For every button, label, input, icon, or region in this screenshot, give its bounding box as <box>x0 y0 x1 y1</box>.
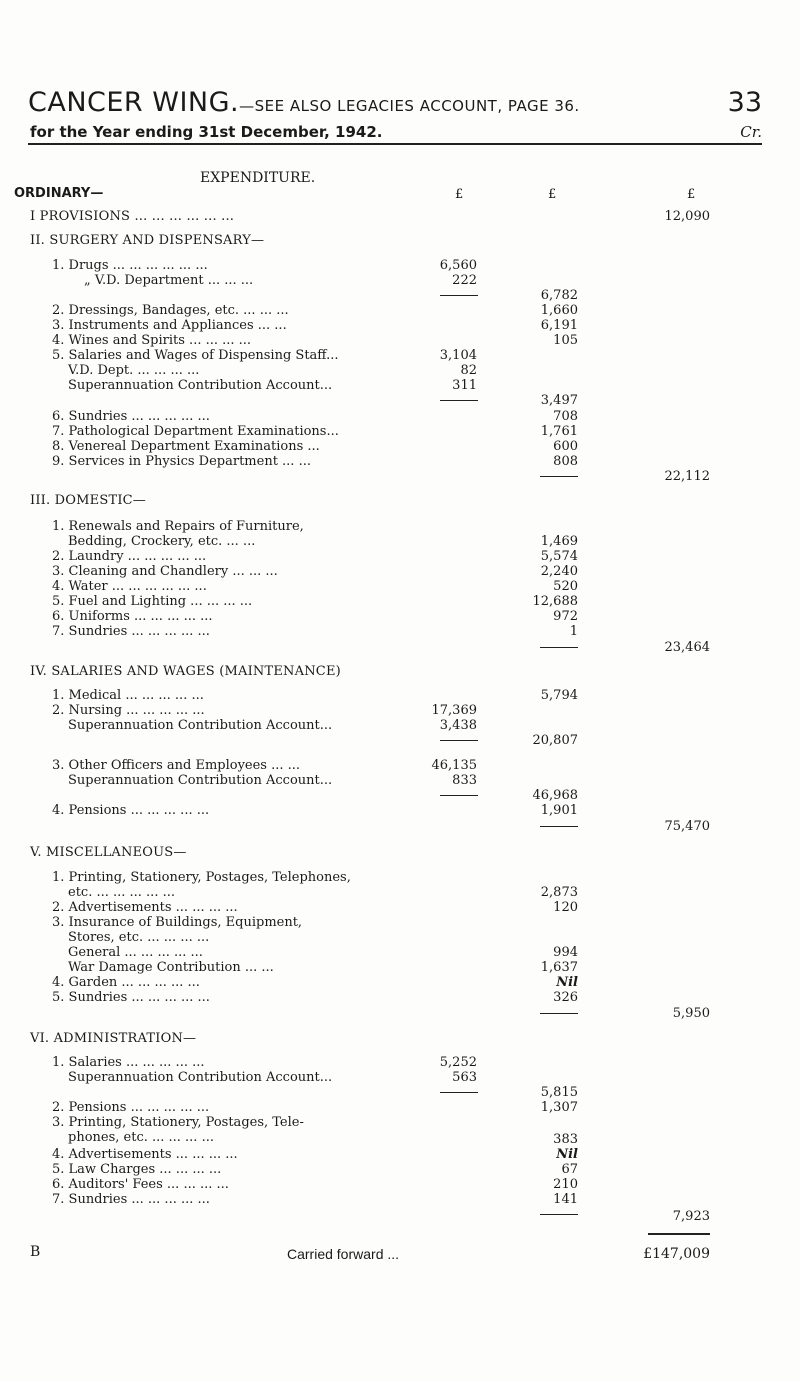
list-item-amount: 210 <box>553 1177 578 1192</box>
list-item: 3. Cleaning and Chandlery ... ... ... <box>52 564 278 579</box>
list-item-amount: 2,873 <box>540 885 578 900</box>
list-item-amount: Nil <box>556 975 578 990</box>
list-item-amount: 1,660 <box>540 303 578 318</box>
list-item: Superannuation Contribution Account... <box>68 378 333 393</box>
list-item-amount: 1,307 <box>540 1100 578 1115</box>
list-item-amount: 105 <box>553 333 578 348</box>
list-item-amount: 383 <box>553 1132 578 1147</box>
list-item: 6. Uniforms ... ... ... ... ... <box>52 609 213 624</box>
list-item: 8. Venereal Department Examinations ... <box>52 439 320 454</box>
carried-forward-label: Carried forward ... <box>287 1246 400 1262</box>
list-item-amount: 1 <box>569 624 578 639</box>
section-total-rule <box>540 1013 578 1014</box>
list-item-amount: 994 <box>553 945 578 960</box>
list-item: 4. Advertisements ... ... ... ... <box>52 1147 238 1162</box>
list-item-amount: 326 <box>553 990 578 1005</box>
footer-mark: B <box>30 1244 41 1260</box>
list-item: Superannuation Contribution Account... <box>68 773 333 788</box>
section-total-rule <box>540 647 578 648</box>
list-item-amount: 46,135 <box>431 758 477 773</box>
list-item: etc. ... ... ... ... ... <box>68 885 175 900</box>
list-item-amount: 6,191 <box>540 318 578 333</box>
list-item: 5. Salaries and Wages of Dispensing Staff... <box>52 348 339 363</box>
list-item: 2. Pensions ... ... ... ... ... <box>52 1100 210 1115</box>
list-item: 2. Advertisements ... ... ... ... <box>52 900 238 915</box>
list-item-amount: 5,252 <box>439 1055 477 1070</box>
list-item: 3. Other Officers and Employees ... ... <box>52 758 301 773</box>
list-item-amount: 1,761 <box>540 424 578 439</box>
expenditure-heading: EXPENDITURE. <box>200 170 316 186</box>
section-total-rule <box>540 476 578 477</box>
list-item: 7. Pathological Department Examinations... <box>52 424 339 439</box>
list-item: 3. Insurance of Buildings, Equipment, <box>52 915 303 930</box>
subtotal-amount: 5,815 <box>540 1085 578 1100</box>
list-item: Stores, etc. ... ... ... ... <box>68 930 210 945</box>
list-item-amount: 3,438 <box>439 718 477 733</box>
list-item-amount: 600 <box>553 439 578 454</box>
subtotal-amount: 3,497 <box>540 393 578 408</box>
section-surgery-label: II. SURGERY AND DISPENSARY— <box>30 233 265 248</box>
currency-header-3: £ <box>687 187 696 202</box>
list-item-amount: 5,574 <box>540 549 578 564</box>
list-item-amount: 1,469 <box>540 534 578 549</box>
currency-header-1: £ <box>455 187 464 202</box>
list-item: 5. Law Charges ... ... ... ... <box>52 1162 222 1177</box>
list-item-amount: 972 <box>553 609 578 624</box>
list-item: War Damage Contribution ... ... <box>68 960 274 975</box>
list-item-amount: 833 <box>452 773 477 788</box>
list-item: 4. Pensions ... ... ... ... ... <box>52 803 210 818</box>
list-item-amount: 520 <box>553 579 578 594</box>
list-item: Bedding, Crockery, etc. ... ... <box>68 534 256 549</box>
section-total-rule <box>540 1214 578 1215</box>
subtotal-amount: 20,807 <box>532 733 578 748</box>
grand-total-rule <box>648 1233 710 1235</box>
section-surgery-total: 22,112 <box>664 469 710 484</box>
subtotal-rule <box>440 795 478 796</box>
credit-label: Cr. <box>740 123 762 141</box>
list-item: „ V.D. Department ... ... ... <box>84 273 254 288</box>
section-salaries-total: 75,470 <box>664 819 710 834</box>
subtotal-amount: 6,782 <box>540 288 578 303</box>
page-number: 33 <box>727 87 762 118</box>
subtotal-rule <box>440 740 478 741</box>
list-item: 4. Wines and Spirits ... ... ... ... <box>52 333 252 348</box>
year-line: for the Year ending 31st December, 1942. <box>30 123 383 141</box>
list-item: 3. Printing, Stationery, Postages, Tele- <box>52 1115 304 1130</box>
list-item: 7. Sundries ... ... ... ... ... <box>52 1192 210 1207</box>
subtotal-rule <box>440 295 478 296</box>
list-item-amount: 808 <box>553 454 578 469</box>
subtotal-amount: 46,968 <box>532 788 578 803</box>
list-item: 2. Nursing ... ... ... ... ... <box>52 703 205 718</box>
section-misc-total: 5,950 <box>672 1006 710 1021</box>
list-item-amount: 1,637 <box>540 960 578 975</box>
list-item: 4. Water ... ... ... ... ... ... <box>52 579 207 594</box>
list-item-amount: 6,560 <box>439 258 477 273</box>
list-item-amount: Nil <box>556 1147 578 1162</box>
list-item-amount: 563 <box>452 1070 477 1085</box>
list-item-amount: 2,240 <box>540 564 578 579</box>
list-item: 1. Renewals and Repairs of Furniture, <box>52 519 304 534</box>
list-item: 7. Sundries ... ... ... ... ... <box>52 624 210 639</box>
list-item: Superannuation Contribution Account... <box>68 1070 333 1085</box>
list-item: General ... ... ... ... ... <box>68 945 203 960</box>
section-admin-total: 7,923 <box>672 1209 710 1224</box>
list-item: 2. Dressings, Bandages, etc. ... ... ... <box>52 303 289 318</box>
section-provisions-total: 12,090 <box>664 209 710 224</box>
list-item-amount: 67 <box>561 1162 578 1177</box>
currency-header-2: £ <box>548 187 557 202</box>
list-item: 1. Medical ... ... ... ... ... <box>52 688 204 703</box>
list-item-amount: 3,104 <box>439 348 477 363</box>
list-item: Superannuation Contribution Account... <box>68 718 333 733</box>
section-total-rule <box>540 826 578 827</box>
list-item-amount: 17,369 <box>431 703 477 718</box>
list-item: 5. Fuel and Lighting ... ... ... ... <box>52 594 253 609</box>
list-item: 1. Drugs ... ... ... ... ... ... <box>52 258 208 273</box>
list-item-amount: 12,688 <box>532 594 578 609</box>
list-item-amount: 5,794 <box>540 688 578 703</box>
subtotal-rule <box>440 1092 478 1093</box>
section-admin-label: VI. ADMINISTRATION— <box>30 1031 197 1046</box>
section-misc-label: V. MISCELLANEOUS— <box>30 845 187 860</box>
list-item: 6. Auditors' Fees ... ... ... ... <box>52 1177 229 1192</box>
section-salaries-label: IV. SALARIES AND WAGES (MAINTENANCE) <box>30 664 341 679</box>
list-item-amount: 141 <box>553 1192 578 1207</box>
section-domestic-label: III. DOMESTIC— <box>30 493 147 508</box>
subtotal-rule <box>440 400 478 401</box>
list-item: 3. Instruments and Appliances ... ... <box>52 318 287 333</box>
title-subtitle: —SEE ALSO LEGACIES ACCOUNT, PAGE 36. <box>239 97 580 115</box>
list-item-amount: 708 <box>553 409 578 424</box>
grand-total: £147,009 <box>643 1246 710 1262</box>
list-item: 9. Services in Physics Department ... ... <box>52 454 311 469</box>
list-item: 1. Printing, Stationery, Postages, Telephones, <box>52 870 351 885</box>
list-item: 1. Salaries ... ... ... ... ... <box>52 1055 205 1070</box>
section-domestic-total: 23,464 <box>664 640 710 655</box>
page-title <box>28 88 580 121</box>
section-provisions-label: I PROVISIONS ... ... ... ... ... ... <box>30 209 235 224</box>
list-item: V.D. Dept. ... ... ... ... <box>68 363 200 378</box>
list-item-amount: 120 <box>553 900 578 915</box>
list-item-amount: 311 <box>452 378 477 393</box>
list-item: 2. Laundry ... ... ... ... ... <box>52 549 207 564</box>
list-item: 4. Garden ... ... ... ... ... <box>52 975 200 990</box>
title-main: CANCER WING. <box>28 87 240 118</box>
ordinary-label: ORDINARY— <box>14 186 104 201</box>
list-item-amount: 82 <box>460 363 477 378</box>
list-item: 6. Sundries ... ... ... ... ... <box>52 409 210 424</box>
list-item-amount: 222 <box>452 273 477 288</box>
list-item: 5. Sundries ... ... ... ... ... <box>52 990 210 1005</box>
list-item-amount: 1,901 <box>540 803 578 818</box>
list-item: phones, etc. ... ... ... ... <box>68 1130 214 1145</box>
header-rule <box>28 143 762 145</box>
